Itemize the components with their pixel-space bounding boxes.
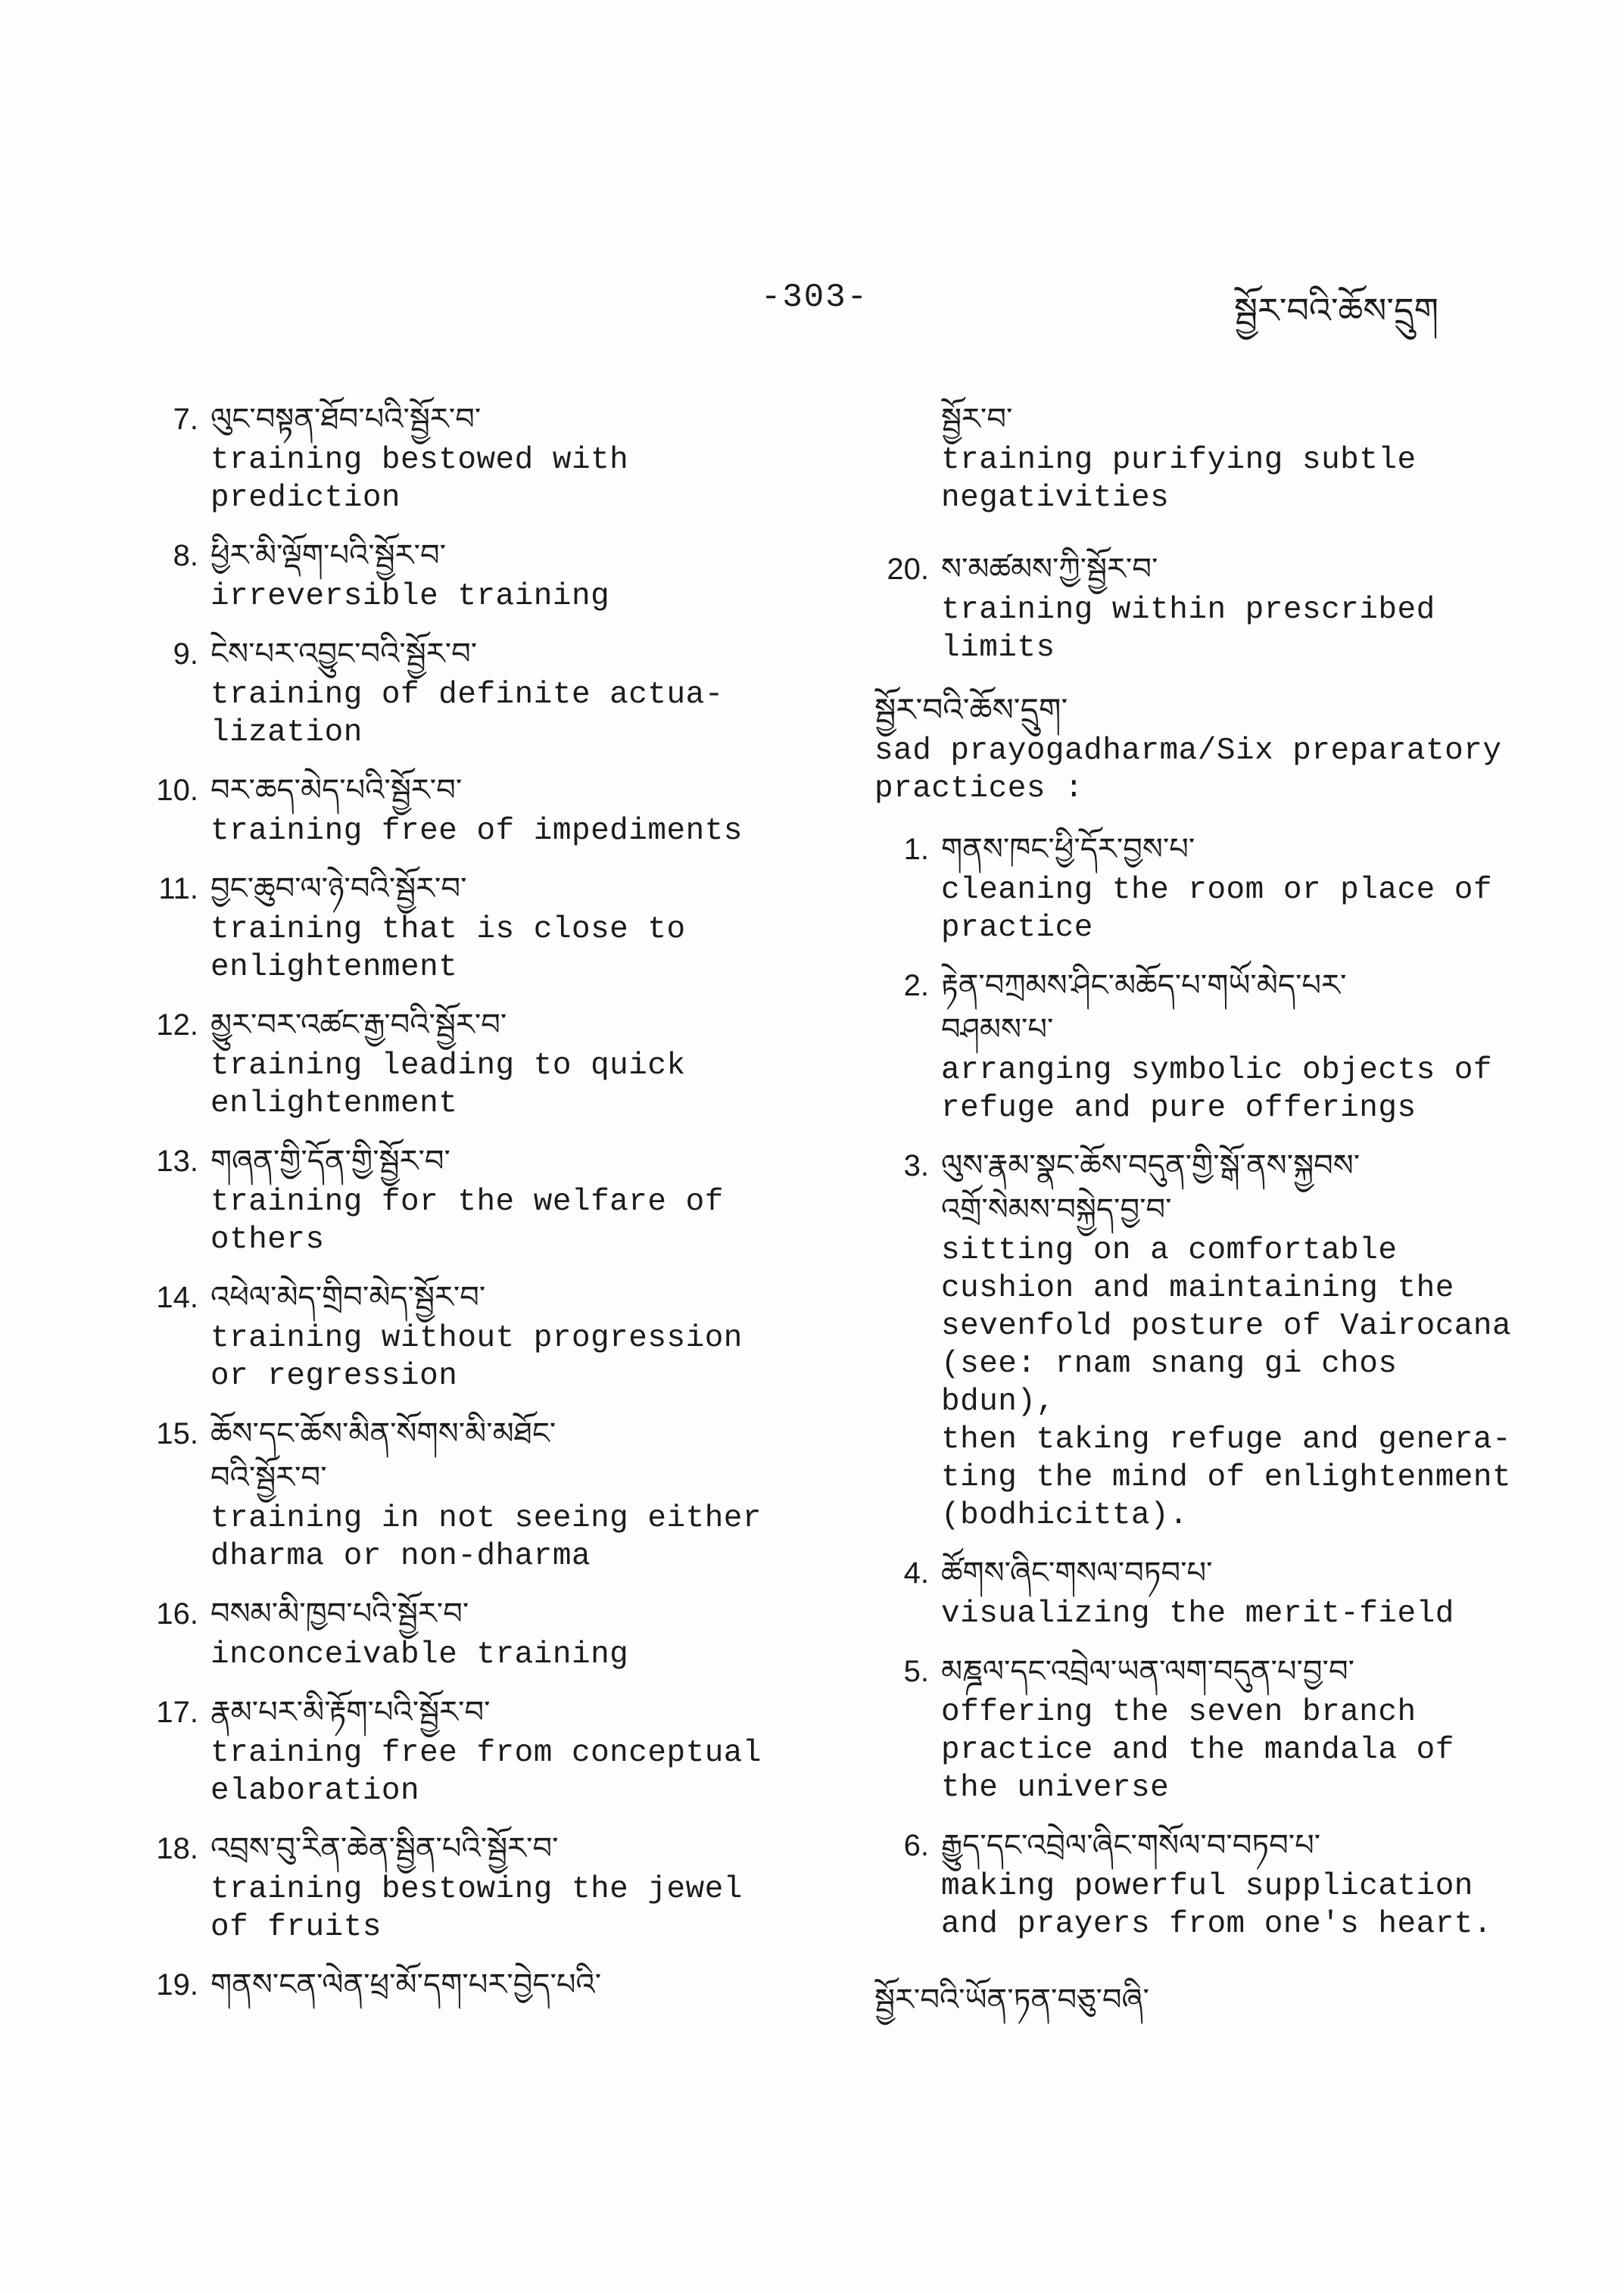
english-gloss: cleaning the room or place of practice xyxy=(941,873,1493,946)
english-gloss: training free from conceptual elaboration xyxy=(210,1736,762,1809)
list-item xyxy=(874,1144,1526,1534)
tibetan-term: ལུས་རྣམ་སྣང་ཆོས་བདུན་གྱི་སྒོ་ནས་སྐྱབས་ འགྲོ་སེམས་བསྐྱེད་བྱ་བ་ xyxy=(941,1148,1361,1227)
tibetan-term: བྱང་ཆུབ་ལ་ཉེ་བའི་སྦྱོར་བ་ xyxy=(210,871,467,906)
list-item xyxy=(144,397,787,517)
list-item xyxy=(874,1650,1526,1807)
running-head: སྦྱོར་བའི་ཆོས་དྲུག xyxy=(1234,290,1439,331)
english-gloss: visualizing the merit-field xyxy=(941,1597,1454,1631)
right-column xyxy=(874,397,1526,2022)
list-item xyxy=(144,1139,787,1259)
list-item xyxy=(874,1824,1526,1943)
entry-number: 3. xyxy=(903,1149,929,1182)
list-item xyxy=(144,1690,787,1810)
entry-number: 7. xyxy=(173,403,198,436)
tibetan-term: མཎྜལ་དང་འབྲེལ་ཡན་ལག་བདུན་པ་བྱ་བ་ xyxy=(941,1654,1354,1689)
english-gloss: training of definite actua- lization xyxy=(210,678,724,750)
entry-number: 20. xyxy=(887,553,929,586)
list-item xyxy=(874,964,1526,1127)
tibetan-term: འབྲས་བུ་རིན་ཆེན་སྦྱིན་པའི་སྦྱོར་བ་ xyxy=(210,1831,559,1866)
tibetan-term: རྒྱུད་དང་འབྲེལ་ཞིང་གསོལ་བ་བཏབ་པ་ xyxy=(941,1828,1321,1863)
list-item xyxy=(144,1827,787,1946)
entry-number: 6. xyxy=(903,1829,929,1862)
entry-number: 13. xyxy=(156,1145,198,1178)
entry-number: 4. xyxy=(903,1556,929,1590)
headword-english: sad prayogadharma/Six preparatory practices : xyxy=(874,734,1502,806)
english-gloss: sitting on a comfortable cushion and maintaining the sevenfold posture of Vairocana (see: rnam snang gi chos bdun), then taking refuge and genera- ting the mind of enlightenment (bodhicitta). xyxy=(941,1233,1512,1533)
page-number: -303- xyxy=(761,279,869,316)
continued-entry xyxy=(941,397,1526,517)
tibetan-term: གཞན་གྱི་དོན་གྱི་སྦྱོར་བ་ xyxy=(210,1144,450,1179)
tibetan-term: མྱུར་བར་འཚང་རྒྱ་བའི་སྦྱོར་བ་ xyxy=(210,1008,507,1042)
entry-number: 18. xyxy=(156,1832,198,1865)
headword-tibetan: སྦྱོར་བའི་ཆོས་དྲུག་ xyxy=(874,691,1068,728)
next-headword-block xyxy=(874,1978,1526,2022)
list-item xyxy=(144,1276,787,1395)
english-gloss: training without progression or regression xyxy=(210,1321,743,1394)
tibetan-term: བསམ་མི་ཁྱབ་པའི་སྦྱོར་བ་ xyxy=(210,1597,469,1631)
english-gloss: irreversible training xyxy=(210,579,610,614)
tibetan-term: རྟེན་བཀྲམས་ཤིང་མཆོད་པ་གཡོ་མེད་པར་ བཤམས་པ་ xyxy=(941,968,1347,1047)
english-gloss: training purifying subtle negativities xyxy=(941,443,1417,516)
tibetan-term: གནས་ངན་ལེན་ཕྲ་མོ་དག་པར་བྱེད་པའི་ xyxy=(210,1967,602,2002)
tibetan-term: འཕེལ་མེད་གྲིབ་མེད་སྦྱོར་བ་ xyxy=(210,1280,486,1315)
entry-number: 19. xyxy=(156,1968,198,2002)
tibetan-term: ས་མཚམས་ཀྱི་སྦྱོར་བ་ xyxy=(941,552,1158,587)
tibetan-term: ངེས་པར་འབྱུང་བའི་སྦྱོར་བ་ xyxy=(210,637,478,671)
entry-number: 11. xyxy=(158,872,198,905)
entry-number: 8. xyxy=(173,539,198,572)
list-item xyxy=(144,1003,787,1123)
entry-number: 10. xyxy=(156,774,198,807)
tibetan-term: ཕྱིར་མི་ལྡོག་པའི་སྦྱོར་བ་ xyxy=(210,538,447,573)
entry-number: 12. xyxy=(156,1008,198,1042)
english-gloss: training in not seeing either dharma or non-dharma xyxy=(210,1501,762,1574)
list-item xyxy=(144,867,787,986)
entry-number: 17. xyxy=(156,1696,198,1729)
list-item xyxy=(874,827,1526,947)
left-column xyxy=(144,397,787,2024)
list-item xyxy=(144,1592,787,1674)
entry-number: 5. xyxy=(903,1655,929,1688)
entry-number: 15. xyxy=(156,1417,198,1450)
english-gloss: training leading to quick enlightenment xyxy=(210,1048,686,1121)
english-gloss: inconceivable training xyxy=(210,1637,629,1672)
entry-number: 9. xyxy=(173,637,198,671)
headword-block xyxy=(874,688,1526,808)
english-gloss: training for the welfare of others xyxy=(210,1185,724,1257)
english-gloss: training bestowed with prediction xyxy=(210,443,629,516)
list-item xyxy=(144,1963,787,2007)
entry-number: 2. xyxy=(903,969,929,1002)
list-item xyxy=(144,768,787,850)
tibetan-term: ཚོགས་ཞིང་གསལ་བཏབ་པ་ xyxy=(941,1556,1213,1590)
tibetan-term: ལུང་བསྟན་ཐོབ་པའི་སྦྱོར་བ་ xyxy=(210,402,482,437)
english-gloss: training free of impediments xyxy=(210,814,743,849)
entry-number: 16. xyxy=(156,1597,198,1631)
english-gloss: training that is close to enlightenment xyxy=(210,912,686,985)
tibetan-term: སྦྱོར་བ་ xyxy=(941,402,1013,437)
list-item xyxy=(144,534,787,615)
entry-number: 14. xyxy=(156,1281,198,1314)
english-gloss: arranging symbolic objects of refuge and pure offerings xyxy=(941,1053,1493,1126)
list-item xyxy=(144,1412,787,1575)
english-gloss: offering the seven branch practice and the mandala of the universe xyxy=(941,1695,1454,1805)
english-gloss: training bestowing the jewel of fruits xyxy=(210,1872,743,1945)
english-gloss: making powerful supplication and prayers from one's heart. xyxy=(941,1869,1493,1942)
tibetan-term: ཆོས་དང་ཆོས་མིན་སོགས་མི་མཐོང་ བའི་སྦྱོར་བ་ xyxy=(210,1416,556,1495)
list-item xyxy=(874,547,1526,667)
tibetan-term: བར་ཆད་མེད་པའི་སྦྱོར་བ་ xyxy=(210,773,463,808)
headword-tibetan: སྦྱོར་བའི་ཡོན་ཏན་བཅུ་བཞི་ xyxy=(874,1983,1149,2017)
tibetan-term: གནས་ཁང་ཕྱི་དོར་བྱས་པ་ xyxy=(941,832,1195,867)
entry-number: 1. xyxy=(903,833,929,866)
english-gloss: training within prescribed limits xyxy=(941,593,1435,665)
list-item xyxy=(144,632,787,752)
list-item xyxy=(874,1551,1526,1633)
tibetan-term: རྣམ་པར་མི་རྟོག་པའི་སྦྱོར་བ་ xyxy=(210,1695,491,1730)
